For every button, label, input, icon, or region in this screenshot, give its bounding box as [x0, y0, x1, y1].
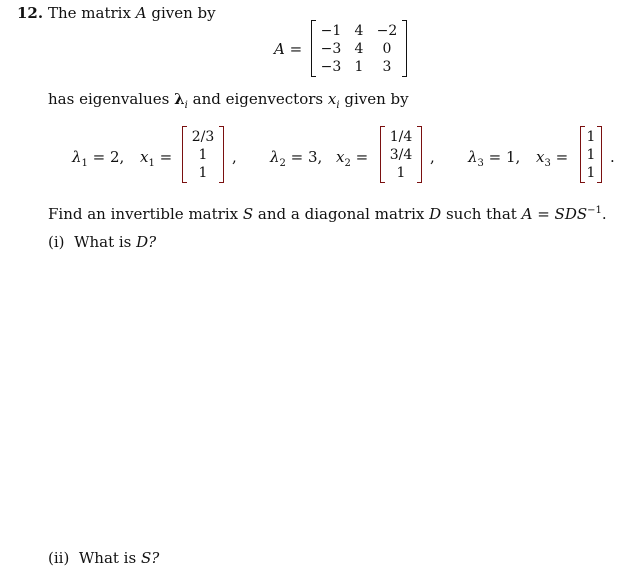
find-superscript: −1: [587, 205, 602, 216]
matrix-a-cell: −3: [320, 41, 342, 57]
part-i: [48, 235, 156, 250]
part-ii-var: S?: [140, 549, 160, 567]
vector-cell: 1: [198, 147, 208, 163]
equals-sign: =: [159, 148, 173, 166]
a-equals-label: A =: [274, 40, 303, 58]
part-ii: [48, 551, 159, 566]
lambda-sub: 1: [81, 158, 88, 169]
eigenvector-3: [580, 126, 602, 183]
separator-comma: ,: [232, 148, 237, 166]
eig-prefix: has eigenvalues: [48, 90, 170, 108]
find-equation: A = SDS: [521, 205, 588, 223]
lambda-value: = 2,: [92, 148, 125, 166]
matrix-a-cell: 4: [354, 23, 364, 39]
eigvec-label-1: [140, 148, 173, 169]
lambda-symbol: λ: [468, 148, 478, 166]
find-end: .: [601, 205, 607, 223]
lambda-sub: i: [184, 100, 188, 111]
matrix-a-cell: 0: [382, 41, 392, 57]
equals-sign: =: [555, 148, 569, 166]
matrix-a-cell: −1: [320, 23, 342, 39]
x-sub: 3: [544, 158, 551, 169]
lambda-sub: 3: [477, 158, 484, 169]
matrix-a-cell: 3: [382, 59, 392, 75]
find-line: [48, 207, 607, 222]
vector-cell: 1: [586, 147, 596, 163]
matrix-a: [311, 20, 407, 77]
lambda-sub: 2: [279, 158, 286, 169]
vector-cell: 1: [396, 165, 406, 181]
matrix-a-cell: 1: [354, 59, 364, 75]
vector-cell: 2/3: [191, 129, 215, 145]
vector-cell: 3/4: [389, 147, 413, 163]
eigvec-label-3: [536, 148, 569, 169]
x-symbol: x: [327, 90, 337, 108]
vector-cell: 1: [586, 165, 596, 181]
part-i-var: D?: [136, 233, 157, 251]
part-i-label: (i): [48, 233, 65, 251]
eigvec-label-2: [336, 148, 369, 169]
matrix-a-cell: 4: [354, 41, 364, 57]
find-d: D: [429, 205, 442, 223]
part-ii-text: What is: [78, 549, 137, 567]
eigenvalue-2: [270, 148, 323, 169]
find-text-3: such that: [445, 205, 517, 223]
lambda-symbol: λ: [174, 90, 185, 108]
separator-comma: ,: [430, 148, 435, 166]
x-sub: i: [336, 100, 340, 111]
eigenvalue-1: [72, 148, 125, 169]
x-sub: 2: [344, 158, 351, 169]
part-ii-label: (ii): [48, 549, 70, 567]
vector-cell: 1: [198, 165, 208, 181]
lambda-symbol: λ: [72, 148, 82, 166]
x-symbol: x: [336, 148, 345, 166]
find-text-1: Find an invertible matrix: [48, 205, 239, 223]
bracket-right: [402, 20, 407, 77]
eigenvector-2: [380, 126, 422, 183]
equals-sign: =: [355, 148, 369, 166]
find-text-2: and a diagonal matrix: [257, 205, 425, 223]
part-i-text: What is: [74, 233, 132, 251]
intro-prefix: The matrix: [48, 4, 131, 22]
eigen-line: [48, 90, 409, 111]
final-period: .: [610, 148, 615, 166]
x-symbol: x: [140, 148, 149, 166]
intro-suffix: given by: [151, 4, 216, 22]
x-sub: 1: [148, 158, 155, 169]
vector-cell: 1: [586, 129, 596, 145]
eig-mid: and eigenvectors: [192, 90, 324, 108]
matrix-a-cell: −3: [320, 59, 342, 75]
eigenvector-1: [182, 126, 224, 183]
intro-var: A: [135, 4, 147, 22]
vector-cell: 1/4: [389, 129, 413, 145]
intro-line: [48, 6, 216, 21]
problem-number: 12.: [17, 4, 44, 22]
x-symbol: x: [536, 148, 545, 166]
lambda-symbol: λ: [270, 148, 280, 166]
lambda-value: = 3,: [290, 148, 323, 166]
eig-suffix: given by: [344, 90, 409, 108]
lambda-value: = 1,: [488, 148, 521, 166]
bracket-left: [311, 20, 316, 77]
eigenvalue-3: [468, 148, 521, 169]
find-s: S: [242, 205, 254, 223]
matrix-a-cell: −2: [376, 23, 398, 39]
